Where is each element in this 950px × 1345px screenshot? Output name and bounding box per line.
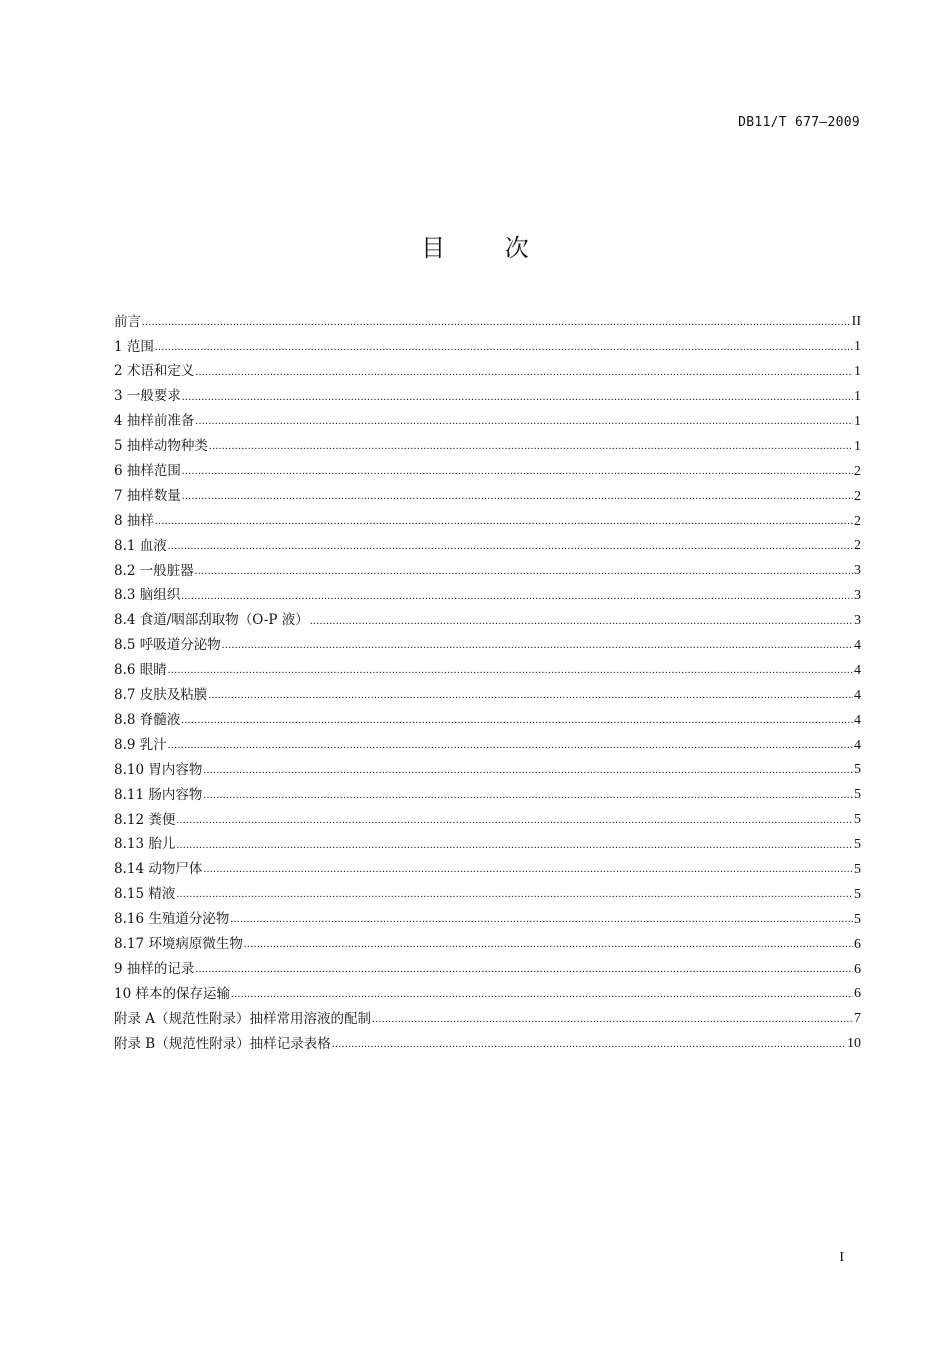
toc-leader-dots <box>176 840 853 858</box>
toc-entry-sampling-quantity[interactable] <box>114 484 861 509</box>
toc-leader-dots <box>203 864 853 882</box>
toc-entry-page: 5 <box>854 911 861 927</box>
toc-entry-appendix-b[interactable] <box>114 1032 861 1057</box>
toc-entry-page: 3 <box>854 613 861 629</box>
toc-leader-dots <box>203 790 853 808</box>
toc-entry-8-6[interactable] <box>114 658 861 683</box>
toc-entry-page: 7 <box>854 1011 861 1027</box>
toc-entry-page: 4 <box>854 712 861 728</box>
toc-entry-8-7[interactable] <box>114 683 861 708</box>
toc-entry-general-requirements[interactable] <box>114 385 861 410</box>
toc-entry-page: 5 <box>854 862 861 878</box>
toc-entry-label: 10 样本的保存运输 <box>114 985 230 1002</box>
toc-leader-dots <box>182 466 853 484</box>
toc-leader-dots <box>195 416 853 434</box>
toc-entry-page: 4 <box>854 687 861 703</box>
toc-entry-8-17[interactable] <box>114 932 861 957</box>
toc-entry-label: 8.13 胎儿 <box>114 836 176 853</box>
toc-entry-label: 8.9 乳汁 <box>114 736 167 753</box>
toc-entry-page: 3 <box>854 563 861 579</box>
toc-entry-page: 1 <box>854 339 861 355</box>
toc-leader-dots <box>168 665 853 683</box>
toc-entry-sampling-range[interactable] <box>114 459 861 484</box>
toc-entry-page: 1 <box>854 438 861 454</box>
table-of-contents <box>114 310 861 1057</box>
toc-entry-page: 2 <box>854 463 861 479</box>
toc-leader-dots <box>209 441 853 459</box>
toc-title: 目 次 <box>421 234 555 262</box>
toc-entry-page: 5 <box>854 787 861 803</box>
toc-entry-label: 8.4 食道/咽部刮取物（O-P 液） <box>114 612 309 629</box>
toc-entry-label: 8.2 一般脏器 <box>114 562 194 579</box>
toc-entry-label: 7 抽样数量 <box>114 487 181 504</box>
toc-entry-label: 8.11 肠内容物 <box>114 786 203 803</box>
toc-entry-8-13[interactable] <box>114 833 861 858</box>
toc-entry-page: 4 <box>854 737 861 753</box>
toc-entry-label: 3 一般要求 <box>114 388 181 405</box>
toc-leader-dots <box>182 392 853 410</box>
toc-entry-storage-transport[interactable] <box>114 982 861 1007</box>
toc-entry-label: 8.3 脑组织 <box>114 587 181 604</box>
toc-entry-label: 附录 A（规范性附录）抽样常用溶液的配制 <box>114 1010 372 1027</box>
document-code: DB11/T 677—2009 <box>738 115 860 130</box>
toc-leader-dots <box>181 715 853 733</box>
toc-entry-8-4[interactable] <box>114 609 861 634</box>
toc-entry-label: 2 术语和定义 <box>114 363 195 380</box>
toc-entry-scope[interactable] <box>114 335 861 360</box>
toc-entry-page: 5 <box>854 837 861 853</box>
toc-entry-8-11[interactable] <box>114 783 861 808</box>
toc-entry-label: 8.6 眼睛 <box>114 662 167 679</box>
toc-entry-label: 8.12 粪便 <box>114 811 176 828</box>
toc-entry-page: 1 <box>854 389 861 405</box>
toc-leader-dots <box>155 342 853 360</box>
toc-entry-preparation[interactable] <box>114 410 861 435</box>
toc-entry-8-2[interactable] <box>114 559 861 584</box>
toc-leader-dots <box>176 889 853 907</box>
toc-entry-label: 8.15 精液 <box>114 886 176 903</box>
toc-entry-8-10[interactable] <box>114 758 861 783</box>
toc-leader-dots <box>181 591 853 609</box>
toc-leader-dots <box>222 640 853 658</box>
toc-leader-dots <box>372 1014 853 1032</box>
toc-leader-dots <box>203 765 853 783</box>
toc-entry-label: 1 范围 <box>114 338 154 355</box>
toc-entry-records[interactable] <box>114 957 861 982</box>
toc-entry-page: 5 <box>854 762 861 778</box>
toc-leader-dots <box>182 491 853 509</box>
toc-entry-8-16[interactable] <box>114 907 861 932</box>
toc-entry-8-3[interactable] <box>114 584 861 609</box>
toc-entry-label: 4 抽样前准备 <box>114 413 195 430</box>
toc-leader-dots <box>195 367 853 385</box>
toc-entry-page: 2 <box>854 538 861 554</box>
toc-entry-page: 4 <box>854 662 861 678</box>
toc-entry-label: 6 抽样范围 <box>114 463 181 480</box>
toc-entry-page: 1 <box>854 364 861 380</box>
toc-leader-dots <box>208 690 853 708</box>
toc-entry-8-12[interactable] <box>114 808 861 833</box>
toc-entry-page: 6 <box>854 961 861 977</box>
toc-entry-label: 8.5 呼吸道分泌物 <box>114 637 221 654</box>
toc-entry-label: 8.7 皮肤及粘膜 <box>114 687 208 704</box>
toc-entry-8-14[interactable] <box>114 858 861 883</box>
toc-entry-sampling[interactable] <box>114 509 861 534</box>
toc-entry-label: 附录 B（规范性附录）抽样记录表格 <box>114 1035 331 1052</box>
toc-entry-label: 8.10 胃内容物 <box>114 761 203 778</box>
toc-entry-page: 6 <box>854 936 861 952</box>
toc-entry-animal-species[interactable] <box>114 434 861 459</box>
toc-entry-page: 1 <box>854 414 861 429</box>
toc-leader-dots <box>176 815 853 833</box>
toc-entry-page: 2 <box>854 513 861 529</box>
toc-entry-label: 8.16 生殖道分泌物 <box>114 911 230 928</box>
toc-entry-terms[interactable] <box>114 360 861 385</box>
toc-entry-page: 4 <box>854 638 861 654</box>
toc-entry-8-1[interactable] <box>114 534 861 559</box>
toc-leader-dots <box>332 1039 846 1057</box>
toc-entry-label: 8 抽样 <box>114 512 154 529</box>
toc-leader-dots <box>168 740 853 758</box>
toc-entry-page: 10 <box>847 1036 861 1052</box>
toc-entry-foreword[interactable] <box>114 310 861 335</box>
toc-leader-dots <box>231 989 853 1007</box>
toc-entry-label: 前言 <box>114 313 141 330</box>
toc-entry-8-9[interactable] <box>114 733 861 758</box>
toc-leader-dots <box>244 939 853 957</box>
toc-leader-dots <box>195 964 853 982</box>
toc-entry-label: 5 抽样动物种类 <box>114 438 208 455</box>
toc-entry-page: 3 <box>854 588 861 604</box>
toc-entry-label: 9 抽样的记录 <box>114 960 195 977</box>
toc-entry-appendix-a[interactable] <box>114 1007 861 1032</box>
toc-entry-label: 8.8 脊髓液 <box>114 711 181 728</box>
toc-leader-dots <box>142 317 851 335</box>
toc-leader-dots <box>155 516 853 534</box>
toc-entry-label: 8.14 动物尸体 <box>114 861 203 878</box>
page-number: I <box>839 1250 844 1265</box>
toc-entry-page: 5 <box>854 812 861 828</box>
toc-leader-dots <box>230 914 853 932</box>
toc-entry-label: 8.17 环境病原微生物 <box>114 935 243 952</box>
toc-leader-dots <box>195 566 853 584</box>
toc-entry-8-15[interactable] <box>114 882 861 907</box>
toc-entry-page: 5 <box>854 886 861 902</box>
toc-leader-dots <box>310 616 853 634</box>
toc-entry-page: 2 <box>854 488 861 504</box>
toc-entry-8-8[interactable] <box>114 708 861 733</box>
toc-entry-page: 6 <box>854 986 861 1002</box>
toc-entry-label: 8.1 血液 <box>114 537 167 554</box>
toc-entry-page: II <box>851 314 861 330</box>
toc-leader-dots <box>168 541 853 559</box>
toc-entry-8-5[interactable] <box>114 634 861 659</box>
